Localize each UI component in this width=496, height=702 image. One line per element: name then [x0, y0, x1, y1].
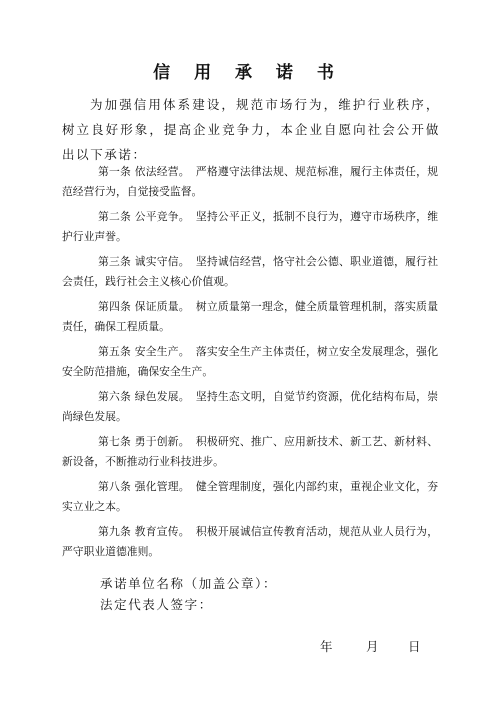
- date-month-label: 月: [366, 639, 379, 654]
- date-day-label: 日: [408, 639, 421, 654]
- articles-list: [62, 162, 438, 567]
- article-body: 严格遵守法律法规、规范标准，履行主体责任，规范经营行为，自觉接受监督。: [62, 165, 439, 198]
- intro-paragraph: 为加强信用体系建设，规范市场行为，维护行业秩序，树立良好形象，提高企业竞争力，本企业自愿向社会公开做出以下承诺：: [62, 97, 440, 162]
- article-heading: 第七条 勇于创新。: [98, 435, 190, 448]
- article-3: [62, 252, 438, 292]
- article-7: [62, 432, 438, 472]
- document-title: 信 用 承 诺 书: [153, 63, 343, 83]
- article-9: [62, 522, 438, 562]
- article-heading: 第五条 安全生产。: [98, 345, 190, 358]
- article-heading: 第四条 保证质量。: [98, 300, 190, 313]
- article-6: [62, 387, 438, 427]
- date-year-label: 年: [320, 639, 333, 654]
- article-body: 坚持诚信经营，恪守社会公德、职业道德，履行社会责任，践行社会主义核心价值观。: [62, 255, 439, 288]
- article-body: 树立质量第一理念，健全质量管理机制，落实质量责任，确保工程质量。: [62, 300, 439, 333]
- article-body: 健全管理制度，强化内部约束，重视企业文化，夯实立业之本。: [62, 480, 439, 513]
- article-heading: 第二条 公平竞争。: [98, 210, 190, 223]
- article-heading: 第一条 依法经营。: [98, 165, 190, 178]
- article-body: 坚持公平正义，抵制不良行为，遵守市场秩序，维护行业声誉。: [62, 210, 439, 243]
- article-heading: 第六条 绿色发展。: [98, 390, 190, 403]
- article-body: 坚持生态文明，自觉节约资源，优化结构布局，崇尚绿色发展。: [62, 390, 439, 423]
- article-8: [62, 477, 438, 517]
- article-heading: 第九条 教育宣传。: [98, 525, 190, 538]
- article-body: 积极开展诚信宣传教育活动，规范从业人员行为，严守职业道德准则。: [62, 525, 439, 558]
- article-heading: 第八条 强化管理。: [98, 480, 190, 493]
- article-1: [62, 162, 438, 202]
- article-body: 积极研究、推广、应用新技术、新工艺、新材料、新设备，不断推动行业科技进步。: [62, 435, 439, 468]
- article-2: [62, 207, 438, 247]
- article-body: 落实安全生产主体责任，树立安全发展理念，强化安全防范措施，确保安全生产。: [62, 345, 439, 378]
- article-4: [62, 297, 438, 337]
- article-heading: 第三条 诚实守信。: [98, 255, 190, 268]
- signature-unit-label: 承诺单位名称（加盖公章）：: [100, 576, 278, 591]
- signature-representative-label: 法定代表人签字：: [100, 597, 213, 612]
- article-5: [62, 342, 438, 382]
